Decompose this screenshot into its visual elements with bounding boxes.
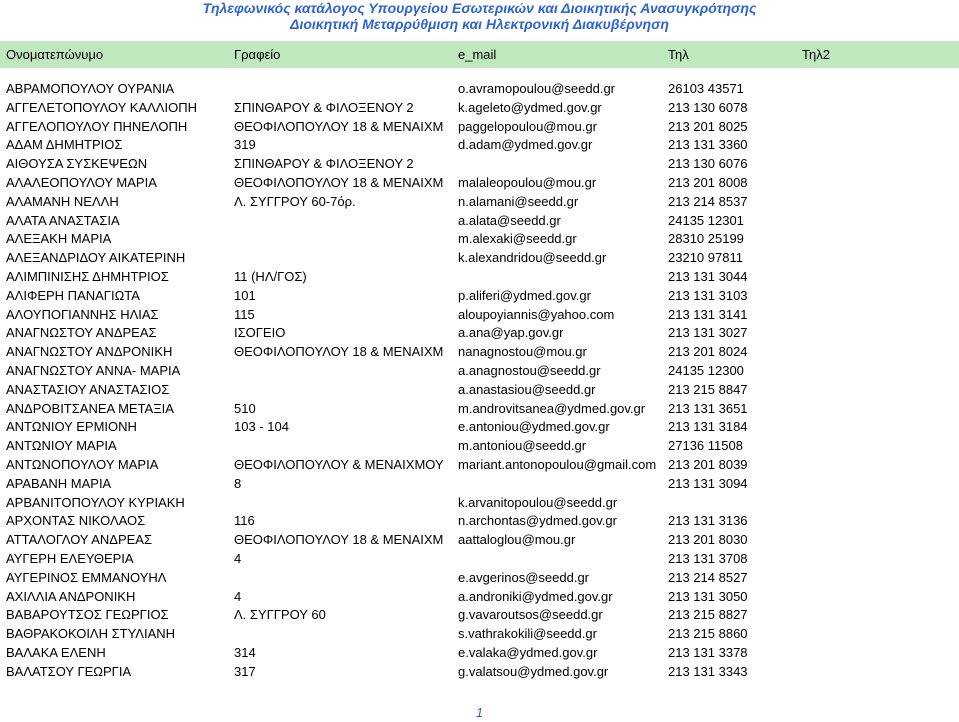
table-row <box>0 418 959 437</box>
table-row <box>0 99 959 118</box>
cell-phone: 213 201 8030 <box>668 532 748 548</box>
cell-email: k.arvanitopoulou@seedd.gr <box>458 494 618 510</box>
table-row <box>0 268 959 287</box>
cell-office: 101 <box>234 287 256 303</box>
cell-office: ΣΠΙΝΘΑΡΟΥ & ΦΙΛΟΞΕΝΟΥ 2 <box>234 99 414 115</box>
cell-phone: 213 201 8024 <box>668 344 748 360</box>
table-row <box>0 118 959 137</box>
cell-email: e.antoniou@ydmed.gov.gr <box>458 419 610 435</box>
cell-phone: 213 131 3136 <box>668 513 748 529</box>
cell-name: ΒΑΒΑΡΟΥΤΣΟΣ ΓΕΩΡΓΙΟΣ <box>6 607 169 623</box>
cell-name: ΑΥΓΕΡΗ ΕΛΕΥΘΕΡΙΑ <box>6 550 134 566</box>
column-header-name: Ονοματεπώνυμο <box>6 47 104 62</box>
cell-email: m.androvitsanea@ydmed.gov.gr <box>458 400 646 416</box>
table-row <box>0 80 959 99</box>
cell-office: 510 <box>234 400 256 416</box>
cell-email: k.alexandridou@seedd.gr <box>458 250 607 266</box>
table-body <box>0 80 959 682</box>
cell-phone: 213 214 8527 <box>668 569 748 585</box>
cell-name: ΑΛΕΞΑΚΗ ΜΑΡΙΑ <box>6 231 112 247</box>
cell-office: 115 <box>234 306 255 322</box>
cell-email: g.vavaroutsos@seedd.gr <box>458 607 603 623</box>
cell-name: ΑΝΑΓΝΩΣΤΟΥ ΑΝΝΑ- ΜΑΡΙΑ <box>6 362 181 378</box>
table-row <box>0 249 959 268</box>
cell-name: ΑΛΑΛΕΟΠΟΥΛΟΥ ΜΑΡΙΑ <box>6 174 157 190</box>
cell-phone: 27136 11508 <box>668 438 743 454</box>
cell-email: n.archontas@ydmed.gov.gr <box>458 513 617 529</box>
cell-name: ΑΡΧΟΝΤΑΣ ΝΙΚΟΛΑΟΣ <box>6 513 146 529</box>
cell-email: e.avgerinos@seedd.gr <box>458 569 589 585</box>
cell-phone: 213 131 3141 <box>668 306 748 322</box>
cell-name: ΑΛΑΜΑΝΗ ΝΕΛΛΗ <box>6 193 119 209</box>
page-number: 1 <box>475 705 484 720</box>
cell-office: ΘΕΟΦΙΛΟΠΟΥΛΟΥ & ΜΕΝΑΙΧΜΟΥ <box>234 456 444 472</box>
cell-email: d.adam@ydmed.gov.gr <box>458 137 593 153</box>
cell-office: Λ. ΣΥΓΓΡΟΥ 60-7όρ. <box>234 193 356 209</box>
cell-office: ΘΕΟΦΙΛΟΠΟΥΛΟΥ 18 & ΜΕΝΑΙΧΜ <box>234 174 444 190</box>
cell-phone: 24135 12301 <box>668 212 744 228</box>
cell-phone: 213 131 3050 <box>668 588 748 604</box>
cell-office: 4 <box>234 550 242 566</box>
cell-email: a.androniki@ydmed.gov.gr <box>458 588 613 604</box>
cell-email: mariant.antonopoulou@gmail.com <box>458 456 657 472</box>
cell-office: ΘΕΟΦΙΛΟΠΟΥΛΟΥ 18 & ΜΕΝΑΙΧΜ <box>234 118 444 134</box>
cell-phone: 28310 25199 <box>668 231 744 247</box>
table-row <box>0 212 959 231</box>
cell-email: aattaloglou@mou.gr <box>458 532 576 548</box>
table-row <box>0 663 959 682</box>
cell-email: a.anagnostou@seedd.gr <box>458 362 601 378</box>
cell-name: ΑΡΒΑΝΙΤΟΠΟΥΛΟΥ ΚΥΡΙΑΚΗ <box>6 494 185 510</box>
cell-phone: 213 131 3044 <box>668 268 748 284</box>
cell-name: ΑΝΤΩΝΙΟΥ ΜΑΡΙΑ <box>6 438 117 454</box>
cell-phone: 213 215 8827 <box>668 607 748 623</box>
cell-name: ΒΑΘΡΑΚΟΚΟΙΛΗ ΣΤΥΛΙΑΝΗ <box>6 626 176 642</box>
column-header-phone2: Τηλ2 <box>802 47 830 62</box>
cell-name: ΑΛΙΜΠΙΝΙΣΗΣ ΔΗΜΗΤΡΙΟΣ <box>6 268 169 284</box>
table-row <box>0 494 959 513</box>
cell-office: 116 <box>234 513 255 529</box>
cell-name: ΑΤΤΑΛΟΓΛΟΥ ΑΝΔΡΕΑΣ <box>6 532 153 548</box>
table-row <box>0 606 959 625</box>
document-subtitle: Διοικητική Μεταρρύθμιση και Ηλεκτρονική Διακυβέρνηση <box>290 16 669 32</box>
cell-phone: 213 201 8039 <box>668 456 748 472</box>
cell-email: g.valatsou@ydmed.gov.gr <box>458 663 609 679</box>
cell-name: ΑΝΤΩΝΟΠΟΥΛΟΥ ΜΑΡΙΑ <box>6 456 159 472</box>
cell-office: 103 - 104 <box>234 419 289 435</box>
cell-name: ΑΓΓΕΛΟΠΟΥΛΟΥ ΠΗΝΕΛΟΠΗ <box>6 118 188 134</box>
cell-phone: 213 131 3027 <box>668 325 748 341</box>
cell-name: ΑΝΑΓΝΩΣΤΟΥ ΑΝΔΡΟΝΙΚΗ <box>6 344 173 360</box>
cell-email: nanagnostou@mou.gr <box>458 344 587 360</box>
cell-office: Λ. ΣΥΓΓΡΟΥ 60 <box>234 607 326 623</box>
column-header-office: Γραφείο <box>234 47 281 62</box>
column-header-phone: Τηλ <box>668 47 689 62</box>
cell-phone: 213 131 3094 <box>668 475 748 491</box>
cell-name: ΑΛΕΞΑΝΔΡΙΔΟΥ ΑΙΚΑΤΕΡΙΝΗ <box>6 250 186 266</box>
cell-phone: 213 214 8537 <box>668 193 748 209</box>
table-row <box>0 569 959 588</box>
cell-phone: 26103 43571 <box>668 81 744 96</box>
table-row <box>0 155 959 174</box>
cell-name: ΑΝΑΣΤΑΣΙΟΥ ΑΝΑΣΤΑΣΙΟΣ <box>6 381 170 397</box>
table-row <box>0 400 959 419</box>
table-row <box>0 475 959 494</box>
cell-email: aloupoyiannis@yahoo.com <box>458 306 615 322</box>
cell-email: paggelopoulou@mou.gr <box>458 118 597 134</box>
table-row <box>0 531 959 550</box>
cell-office: 314 <box>234 644 256 660</box>
table-row <box>0 437 959 456</box>
cell-phone: 213 131 3708 <box>668 550 748 566</box>
table-row <box>0 512 959 531</box>
cell-office: ΣΠΙΝΘΑΡΟΥ & ΦΙΛΟΞΕΝΟΥ 2 <box>234 156 414 172</box>
cell-name: ΒΑΛΑΤΣΟΥ ΓΕΩΡΓΙΑ <box>6 663 132 679</box>
cell-office: ΙΣΟΓΕΙΟ <box>234 325 286 341</box>
cell-phone: 24135 12300 <box>668 362 744 378</box>
cell-name: ΑΛΑΤΑ ΑΝΑΣΤΑΣΙΑ <box>6 212 120 228</box>
cell-office: ΘΕΟΦΙΛΟΠΟΥΛΟΥ 18 & ΜΕΝΑΙΧΜ <box>234 344 444 360</box>
cell-phone: 213 131 3343 <box>668 663 748 679</box>
cell-phone: 213 130 6076 <box>668 156 748 172</box>
table-row <box>0 625 959 644</box>
cell-office: ΘΕΟΦΙΛΟΠΟΥΛΟΥ 18 & ΜΕΝΑΙΧΜ <box>234 532 444 548</box>
cell-email: k.ageleto@ydmed.gov.gr <box>458 99 602 115</box>
cell-office: 4 <box>234 588 242 604</box>
table-row <box>0 324 959 343</box>
table-row <box>0 230 959 249</box>
cell-email: a.alata@seedd.gr <box>458 212 561 228</box>
document-title: Τηλεφωνικός κατάλογος Υπουργείου Εσωτερικών και Διοικητικής Ανασυγκρότησης <box>202 0 757 16</box>
table-row <box>0 193 959 212</box>
cell-email: o.avramopoulou@seedd.gr <box>458 81 616 96</box>
table-row <box>0 588 959 607</box>
table-row <box>0 174 959 193</box>
cell-office: 319 <box>234 137 256 153</box>
cell-email: m.alexaki@seedd.gr <box>458 231 577 247</box>
table-row <box>0 343 959 362</box>
cell-name: ΑΔΑΜ ΔΗΜΗΤΡΙΟΣ <box>6 137 123 153</box>
cell-name: ΑΒΡΑΜΟΠΟΥΛΟΥ ΟΥΡΑΝΙΑ <box>6 81 175 96</box>
cell-email: s.vathrakokili@seedd.gr <box>458 626 597 642</box>
cell-phone: 213 131 3378 <box>668 644 748 660</box>
cell-phone: 213 130 6078 <box>668 99 748 115</box>
cell-phone: 213 215 8860 <box>668 626 748 642</box>
table-row <box>0 136 959 155</box>
cell-name: ΑΥΓΕΡΙΝΟΣ ΕΜΜΑΝΟΥΗΛ <box>6 569 167 585</box>
table-row <box>0 362 959 381</box>
cell-name: ΑΙΘΟΥΣΑ ΣΥΣΚΕΨΕΩΝ <box>6 156 148 172</box>
cell-email: e.valaka@ydmed.gov.gr <box>458 644 598 660</box>
cell-name: ΒΑΛΑΚΑ ΕΛΕΝΗ <box>6 644 106 660</box>
cell-email: a.anastasiou@seedd.gr <box>458 381 596 397</box>
table-row <box>0 287 959 306</box>
cell-email: malaleopoulou@mou.gr <box>458 174 597 190</box>
cell-office: 11 (ΗΛ/ΓΟΣ) <box>234 268 307 284</box>
cell-name: ΑΝΔΡΟΒΙΤΣΑΝΕΑ ΜΕΤΑΞΙΑ <box>6 400 174 416</box>
table-row <box>0 644 959 663</box>
cell-phone: 213 201 8008 <box>668 174 748 190</box>
table-row <box>0 381 959 400</box>
cell-office: 317 <box>234 663 256 679</box>
table-row <box>0 550 959 569</box>
cell-email: p.aliferi@ydmed.gov.gr <box>458 287 591 303</box>
cell-name: ΑΓΓΕΛΕΤΟΠΟΥΛΟΥ ΚΑΛΛΙΟΠΗ <box>6 99 197 115</box>
table-row <box>0 456 959 475</box>
cell-name: ΑΝΑΓΝΩΣΤΟΥ ΑΝΔΡΕΑΣ <box>6 325 157 341</box>
cell-phone: 213 131 3360 <box>668 137 748 153</box>
column-header-email: e_mail <box>458 47 497 62</box>
cell-office: 8 <box>234 475 242 491</box>
cell-name: ΑΛΟΥΠΟΓΙΑΝΝΗΣ ΗΛΙΑΣ <box>6 306 159 322</box>
table-row <box>0 306 959 325</box>
cell-phone: 23210 97811 <box>668 250 743 266</box>
table-header <box>0 41 959 68</box>
cell-email: a.ana@yap.gov.gr <box>458 325 564 341</box>
cell-phone: 213 131 3651 <box>668 400 748 416</box>
cell-phone: 213 201 8025 <box>668 118 748 134</box>
cell-phone: 213 131 3184 <box>668 419 748 435</box>
cell-name: ΑΝΤΩΝΙΟΥ ΕΡΜΙΟΝΗ <box>6 419 137 435</box>
cell-email: n.alamani@seedd.gr <box>458 193 579 209</box>
cell-name: ΑΡΑΒΑΝΗ ΜΑΡΙΑ <box>6 475 112 491</box>
cell-name: ΑΛΙΦΕΡΗ ΠΑΝΑΓΙΩΤΑ <box>6 287 140 303</box>
cell-phone: 213 131 3103 <box>668 287 748 303</box>
cell-email: m.antoniou@seedd.gr <box>458 438 587 454</box>
cell-name: ΑΧΙΛΛΙΑ ΑΝΔΡΟΝΙΚΗ <box>6 588 136 604</box>
cell-phone: 213 215 8847 <box>668 381 748 397</box>
